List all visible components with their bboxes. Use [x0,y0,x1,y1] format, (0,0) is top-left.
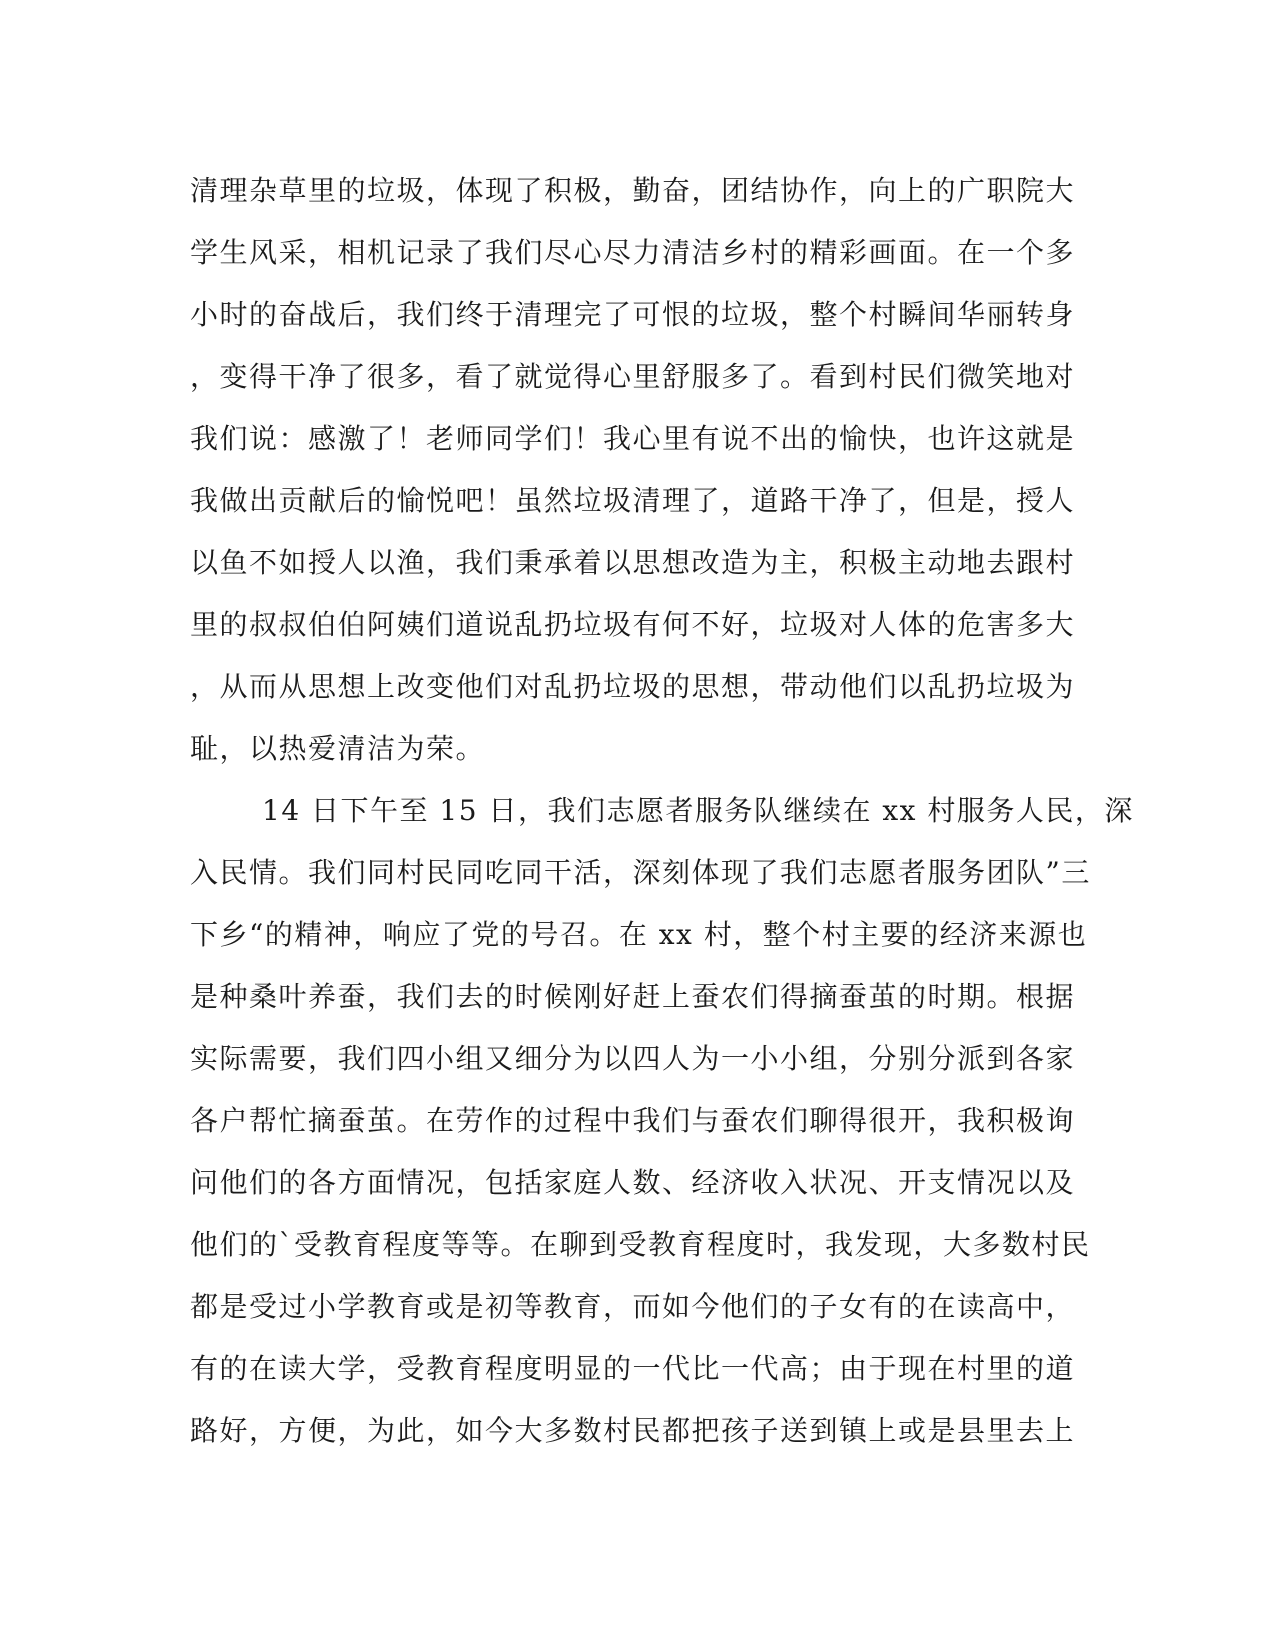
text-line: 实际需要，我们四小组又细分为以四人为一小小组，分别分派到各家 [190,1042,1076,1075]
body-text [190,160,1134,1462]
text-line: 是种桑叶养蚕，我们去的时候刚好赶上蚕农们得摘蚕茧的时期。根据 [190,980,1076,1013]
text-line: 我做出贡献后的愉悦吧！虽然垃圾清理了，道路干净了，但是，授人 [190,484,1076,517]
text-line: 有的在读大学，受教育程度明显的一代比一代高；由于现在村里的道 [190,1352,1076,1385]
text-line: 学生风采，相机记录了我们尽心尽力清洁乡村的精彩画面。在一个多 [190,236,1076,269]
text-line: 都是受过小学教育或是初等教育，而如今他们的子女有的在读高中， [190,1290,1076,1323]
text-line: 里的叔叔伯伯阿姨们道说乱扔垃圾有何不好，垃圾对人体的危害多大 [190,608,1076,641]
text-line: 下乡“的精神，响应了党的号召。在 xx 村，整个村主要的经济来源也 [190,918,1088,951]
text-line: 他们的`受教育程度等等。在聊到受教育程度时，我发现，大多数村民 [190,1228,1091,1261]
text-line: 入民情。我们同村民同吃同干活，深刻体现了我们志愿者服务团队”三 [190,856,1091,889]
text-line: 问他们的各方面情况，包括家庭人数、经济收入状况、开支情况以及 [190,1166,1076,1199]
text-line: 耻，以热爱清洁为荣。 [190,732,486,765]
text-line: 各户帮忙摘蚕茧。在劳作的过程中我们与蚕农们聊得很开，我积极询 [190,1104,1076,1137]
paragraph-first-line: 14 日下午至 15 日，我们志愿者服务队继续在 xx 村服务人民，深 [262,794,1134,827]
text-line: 以鱼不如授人以渔，我们秉承着以思想改造为主，积极主动地去跟村 [190,546,1076,579]
text-line: ，变得干净了很多，看了就觉得心里舒服多了。看到村民们微笑地对 [190,360,1076,393]
text-line: ，从而从思想上改变他们对乱扔垃圾的思想，带动他们以乱扔垃圾为 [190,670,1076,703]
text-line: 小时的奋战后，我们终于清理完了可恨的垃圾，整个村瞬间华丽转身 [190,298,1076,331]
text-line: 路好，方便，为此，如今大多数村民都把孩子送到镇上或是县里去上 [190,1414,1076,1447]
text-line: 清理杂草里的垃圾，体现了积极，勤奋，团结协作，向上的广职院大 [190,174,1076,207]
text-line: 我们说：感激了！老师同学们！我心里有说不出的愉快，也许这就是 [190,422,1076,455]
